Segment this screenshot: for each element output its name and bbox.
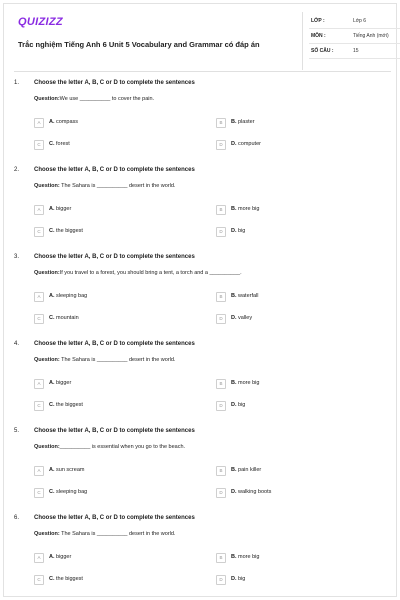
meta-info-box <box>302 12 400 70</box>
option-prefix: B. <box>231 554 237 560</box>
option-text <box>49 489 87 495</box>
option-letter-box[interactable]: B <box>216 292 226 302</box>
option-value: more big <box>238 554 260 560</box>
question-text <box>34 270 242 276</box>
question-label: Question: <box>34 270 60 276</box>
option-letter-box[interactable]: A <box>34 205 44 215</box>
option-value: the biggest <box>56 576 83 582</box>
option-value: more big <box>238 206 260 212</box>
option-prefix: A. <box>49 119 55 125</box>
question-label: Question: <box>34 444 60 450</box>
option-prefix: A. <box>49 206 55 212</box>
option-letter-box[interactable]: A <box>34 379 44 389</box>
meta-value: Tiếng Anh (mới) <box>353 33 389 39</box>
option-prefix: B. <box>231 293 237 299</box>
option-text <box>231 554 259 560</box>
option-letter-box[interactable]: C <box>34 140 44 150</box>
question-body: The Sahara is __________ desert in the world. <box>59 531 176 537</box>
option-prefix: D. <box>231 576 237 582</box>
option-letter-box[interactable]: C <box>34 401 44 411</box>
option-prefix: D. <box>231 402 237 408</box>
question-body: If you travel to a forest, you should bring a tent, a torch and a __________. <box>59 270 242 276</box>
option-text <box>49 576 83 582</box>
option-text <box>231 467 261 473</box>
divider <box>309 58 400 59</box>
option-prefix: B. <box>231 467 237 473</box>
meta-row-class <box>311 18 400 32</box>
page-title: Trắc nghiệm Tiếng Anh 6 Unit 5 Vocabulary and Grammar có đáp án <box>18 40 260 49</box>
option-prefix: D. <box>231 315 237 321</box>
option-letter-box[interactable]: D <box>216 575 226 585</box>
option-text <box>231 489 271 495</box>
question-body: The Sahara is __________ desert in the world. <box>59 183 176 189</box>
question-number: 3. <box>14 254 20 260</box>
option-prefix: D. <box>231 141 237 147</box>
divider <box>309 28 400 29</box>
option-letter-box[interactable]: C <box>34 314 44 324</box>
option-value: big <box>238 402 246 408</box>
option-prefix: A. <box>49 554 55 560</box>
question-text <box>34 183 175 189</box>
option-value: the biggest <box>56 402 83 408</box>
question-body: The Sahara is __________ desert in the world. <box>59 357 176 363</box>
option-text <box>231 293 259 299</box>
question-item <box>0 428 400 508</box>
option-value: bigger <box>56 554 72 560</box>
option-prefix: B. <box>231 206 237 212</box>
option-text <box>49 141 70 147</box>
option-prefix: C. <box>49 576 55 582</box>
option-letter-box[interactable]: C <box>34 575 44 585</box>
question-text <box>34 531 175 537</box>
option-text <box>231 315 252 321</box>
option-letter-box[interactable]: B <box>216 466 226 476</box>
question-item <box>0 341 400 421</box>
meta-value: 15 <box>353 48 359 54</box>
option-value: sun scream <box>56 467 85 473</box>
question-instruction: Choose the letter A, B, C or D to complete the sentences <box>34 341 195 347</box>
option-text <box>231 206 259 212</box>
option-prefix: A. <box>49 293 55 299</box>
question-instruction: Choose the letter A, B, C or D to complete the sentences <box>34 254 195 260</box>
option-text <box>49 467 84 473</box>
question-number: 2. <box>14 167 20 173</box>
option-letter-box[interactable]: D <box>216 140 226 150</box>
option-prefix: A. <box>49 467 55 473</box>
option-letter-box[interactable]: B <box>216 205 226 215</box>
option-letter-box[interactable]: B <box>216 379 226 389</box>
question-body: __________ is essential when you go to the beach. <box>59 444 186 450</box>
option-value: more big <box>238 380 260 386</box>
option-prefix: C. <box>49 315 55 321</box>
option-prefix: D. <box>231 489 237 495</box>
option-prefix: C. <box>49 402 55 408</box>
option-text <box>49 119 78 125</box>
option-letter-box[interactable]: D <box>216 314 226 324</box>
option-letter-box[interactable]: D <box>216 227 226 237</box>
option-value: compass <box>56 119 79 125</box>
option-value: bigger <box>56 380 72 386</box>
question-text <box>34 444 185 450</box>
option-letter-box[interactable]: A <box>34 292 44 302</box>
option-prefix: C. <box>49 141 55 147</box>
option-text <box>49 380 71 386</box>
option-letter-box[interactable]: A <box>34 466 44 476</box>
option-value: forest <box>56 141 70 147</box>
option-prefix: C. <box>49 489 55 495</box>
meta-key: SỐ CÂU : <box>311 48 334 54</box>
option-value: big <box>238 228 246 234</box>
question-label: Question: <box>34 183 60 189</box>
option-text <box>231 402 245 408</box>
option-value: sleeping bag <box>56 293 88 299</box>
option-letter-box[interactable]: A <box>34 553 44 563</box>
question-instruction: Choose the letter A, B, C or D to complete the sentences <box>34 80 195 86</box>
option-value: the biggest <box>56 228 83 234</box>
option-letter-box[interactable]: D <box>216 488 226 498</box>
option-prefix: C. <box>49 228 55 234</box>
divider <box>309 43 400 44</box>
question-label: Question: <box>34 96 60 102</box>
option-text <box>49 402 83 408</box>
option-value: valley <box>238 315 253 321</box>
question-item <box>0 515 400 595</box>
question-number: 5. <box>14 428 20 434</box>
option-prefix: A. <box>49 380 55 386</box>
question-item <box>0 80 400 160</box>
meta-key: LỚP : <box>311 18 325 24</box>
quizizz-logo: QUIZIZZ <box>18 16 63 28</box>
option-letter-box[interactable]: C <box>34 227 44 237</box>
option-prefix: B. <box>231 119 237 125</box>
question-instruction: Choose the letter A, B, C or D to complete the sentences <box>34 428 195 434</box>
option-value: plaster <box>238 119 255 125</box>
question-instruction: Choose the letter A, B, C or D to complete the sentences <box>34 515 195 521</box>
meta-row-count <box>311 48 400 62</box>
option-prefix: D. <box>231 228 237 234</box>
option-text <box>49 228 83 234</box>
option-letter-box[interactable]: D <box>216 401 226 411</box>
option-value: sleeping bag <box>56 489 88 495</box>
meta-value: Lớp 6 <box>353 18 367 24</box>
question-label: Question: <box>34 357 60 363</box>
question-instruction: Choose the letter A, B, C or D to complete the sentences <box>34 167 195 173</box>
question-body: We use __________ to cover the pain. <box>59 96 155 102</box>
option-value: waterfall <box>238 293 259 299</box>
question-item <box>0 167 400 247</box>
question-text <box>34 96 154 102</box>
question-label: Question: <box>34 531 60 537</box>
meta-key: MÔN : <box>311 33 326 39</box>
option-text <box>49 293 87 299</box>
option-text <box>49 206 71 212</box>
option-letter-box[interactable]: B <box>216 118 226 128</box>
option-text <box>49 315 79 321</box>
worksheet-header <box>14 12 390 70</box>
option-value: big <box>238 576 246 582</box>
option-letter-box[interactable]: B <box>216 553 226 563</box>
question-text <box>34 357 175 363</box>
question-number: 4. <box>14 341 20 347</box>
option-letter-box[interactable]: A <box>34 118 44 128</box>
option-text <box>49 554 71 560</box>
header-divider <box>14 71 391 72</box>
option-text <box>231 228 245 234</box>
option-letter-box[interactable]: C <box>34 488 44 498</box>
option-text <box>231 576 245 582</box>
option-value: walking boots <box>238 489 272 495</box>
option-text <box>231 380 259 386</box>
question-item <box>0 254 400 334</box>
option-prefix: B. <box>231 380 237 386</box>
option-value: pain killer <box>238 467 262 473</box>
option-value: mountain <box>56 315 79 321</box>
question-number: 1. <box>14 80 20 86</box>
question-number: 6. <box>14 515 20 521</box>
option-text <box>231 141 261 147</box>
option-value: bigger <box>56 206 72 212</box>
option-text <box>231 119 255 125</box>
meta-row-subject <box>311 33 400 47</box>
option-value: computer <box>238 141 261 147</box>
